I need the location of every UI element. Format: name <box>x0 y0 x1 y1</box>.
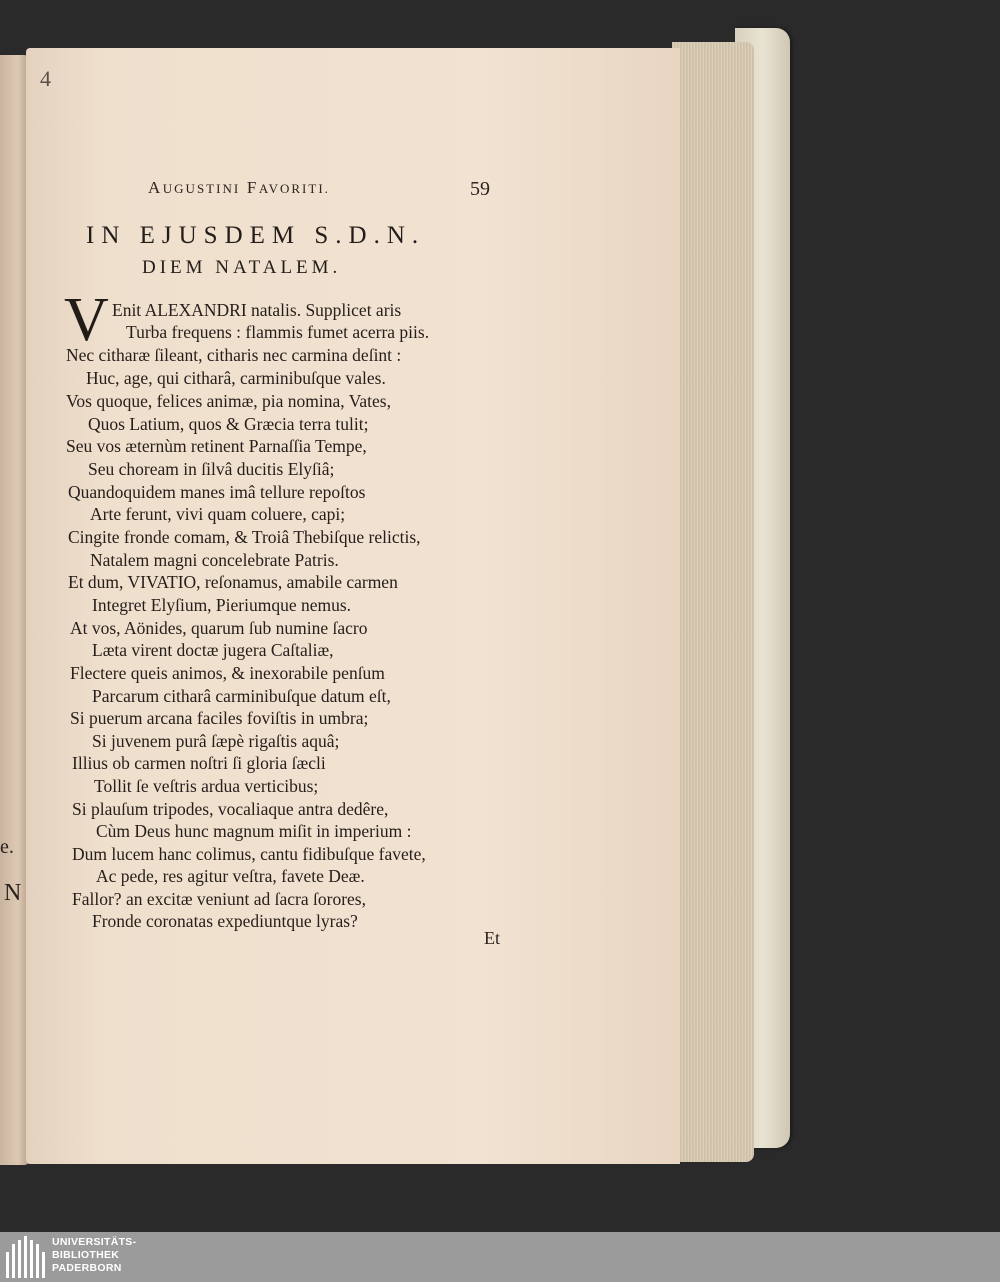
verse-line: Seu choream in ſilvâ ducitis Elyſiâ; <box>88 459 335 479</box>
verse-line: Nec citharæ ſileant, citharis nec carmina deſint : <box>66 345 402 365</box>
library-name-line: UNIVERSITÄTS- <box>52 1236 137 1248</box>
page-number: 59 <box>470 178 490 200</box>
left-page-fragment: e. <box>0 836 14 858</box>
running-head-initial: A <box>148 178 163 197</box>
running-head-word: UGUSTINI <box>162 181 241 196</box>
verse-line: Fallor? an excitæ veniunt ad ſacra ſorores, <box>72 889 366 909</box>
verse-line: Vos quoque, felices animæ, pia nomina, Vates, <box>66 391 391 411</box>
verse-line: Integret Elyſium, Pieriumque nemus. <box>92 595 352 615</box>
verse-line: Dum lucem hanc colimus, cantu fidibuſque favete, <box>72 844 426 864</box>
verse-line: Turba frequens : flammis fumet acerra piis. <box>126 322 430 342</box>
verse-line: Huc, age, qui citharâ, carminibuſque vales. <box>86 368 386 388</box>
verse-line: Si puerum arcana faciles foviſtis in umbra; <box>70 708 369 728</box>
verse-line: Flectere queis animos, & inexorabile penſum <box>70 663 385 683</box>
verse-line: Cingite fronde comam, & Troiâ Thebiſque relictis, <box>68 527 421 547</box>
verse-line: Cùm Deus hunc magnum miſit in imperium : <box>96 821 412 841</box>
left-page-fragment: N <box>4 880 22 906</box>
verse-line: Ac pede, res agitur veſtra, favete Deæ. <box>96 866 365 886</box>
page-stack <box>672 42 754 1162</box>
poem-subtitle: DIEM NATALEM. <box>142 257 342 278</box>
library-name <box>52 1236 136 1275</box>
verse-line: Quandoquidem manes imâ tellure repoſtos <box>68 482 366 502</box>
library-name-line: BIBLIOTHEK <box>52 1249 120 1261</box>
running-head <box>148 178 493 198</box>
verse-line: Læta virent doctæ jugera Caſtaliæ, <box>92 640 334 660</box>
catchword: Et <box>484 928 500 948</box>
library-mark: 4 <box>40 66 51 91</box>
verse-line: Arte ferunt, vivi quam coluere, capi; <box>90 504 346 524</box>
verse-line: Et dum, VIVATIO, reſonamus, amabile carmen <box>68 572 398 592</box>
verse-line: Natalem magni concelebrate Patris. <box>90 550 339 570</box>
verse-line: Quos Latium, quos & Græcia terra tulit; <box>88 414 369 434</box>
verse-line: Enit ALEXANDRI natalis. Supplicet aris <box>112 300 402 320</box>
running-head-word: AVORITI. <box>258 181 330 196</box>
drop-cap: V <box>64 286 109 354</box>
library-name-line: PADERBORN <box>52 1262 122 1274</box>
verse-line: Fronde coronatas expediuntque lyras? <box>92 911 358 931</box>
poem-title: IN EJUSDEM S.D.N. <box>86 222 426 249</box>
verse-line: Parcarum citharâ carminibuſque datum eſt, <box>92 686 391 706</box>
verse-line: Tollit ſe veſtris ardua verticibus; <box>94 776 319 796</box>
running-head-initial: F <box>246 178 259 197</box>
library-footer <box>0 1232 1000 1282</box>
library-logo-icon <box>6 1236 46 1278</box>
verse-line: At vos, Aönides, quarum ſub numine ſacro <box>70 618 368 638</box>
verse-line: Seu vos æternùm retinent Parnaſſia Tempe, <box>66 436 367 456</box>
verse-line: Si juvenem purâ ſæpè rigaſtis aquâ; <box>92 731 340 751</box>
verse-line: Illius ob carmen noſtri ſi gloria ſæcli <box>72 753 326 773</box>
verse-line: Si plauſum tripodes, vocaliaque antra dedêre, <box>72 799 389 819</box>
